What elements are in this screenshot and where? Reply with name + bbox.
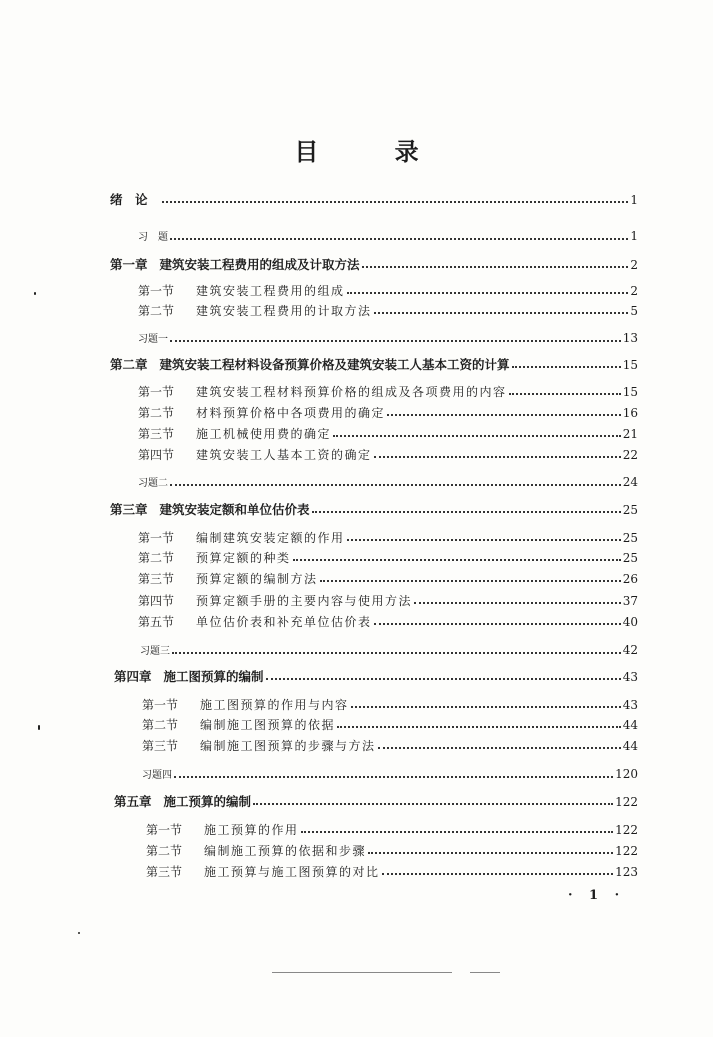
entry-page: 42 [622,643,638,657]
entry-number: 第二节 [138,406,175,420]
entry-page: 1 [630,229,638,243]
leader-dots [320,580,621,582]
toc-entry-section[interactable] [142,717,638,733]
entry-number: 第四章 [114,669,152,684]
entry-number: 第三章 [110,502,148,517]
scan-speck [38,725,40,730]
toc-entry-chapter-4[interactable] [114,669,638,685]
entry-number: 习题四 [142,770,172,781]
toc-entry-chapter-3[interactable] [110,502,638,518]
scan-speck [34,292,36,295]
leader-dots [387,414,621,416]
entry-number: 第一节 [138,385,175,399]
entry-page: 37 [622,594,638,608]
toc-entry-section[interactable] [138,530,638,546]
toc-entry-chapter-5[interactable] [114,794,638,810]
scan-line [272,972,452,973]
leader-dots [414,602,621,604]
entry-number: 习 题 [138,232,168,243]
entry-title: 建筑安装工程费用的组成 [196,284,345,298]
leader-dots [170,238,628,240]
entry-page: 5 [630,304,638,318]
leader-dots [266,678,621,680]
leader-dots [351,706,621,708]
toc-entry-section[interactable] [142,738,638,754]
entry-title: 施工机械使用费的确定 [196,427,332,441]
toc-entry-section[interactable] [138,550,638,566]
entry-number: 绪 论 [110,192,148,207]
leader-dots [362,266,629,268]
toc-entry-section[interactable] [142,697,638,713]
leader-dots [174,776,613,778]
entry-number: 第一节 [146,823,183,837]
leader-dots [509,393,621,395]
entry-page: 15 [622,358,638,372]
toc-entry-introduction[interactable] [110,192,638,208]
leader-dots [170,484,621,486]
entry-page: 120 [615,767,638,781]
entry-title: 编制施工图预算的依据 [200,718,336,732]
entry-title: 编制建筑安装定额的作用 [196,531,345,545]
toc-entry-section[interactable] [146,822,638,838]
entry-page: 25 [622,503,638,517]
entry-page: 24 [622,475,638,489]
entry-title: 施工图预算的作用与内容 [200,698,349,712]
toc-entry-section[interactable] [138,384,638,400]
entry-title: 编制施工预算的依据和步骤 [204,844,367,858]
toc-entry-section[interactable] [146,843,638,859]
entry-number: 第三节 [138,572,175,586]
leader-dots [382,873,614,875]
entry-title: 建筑安装定额和单位估价表 [159,502,310,517]
entry-number: 习题三 [140,646,170,657]
scan-line [470,972,500,973]
entry-page: 2 [630,284,638,298]
leader-dots [312,511,621,513]
leader-dots [162,201,629,203]
leader-dots [374,456,621,458]
entry-number: 第二章 [110,357,148,372]
entry-title: 建筑安装工人基本工资的确定 [196,448,372,462]
entry-page: 13 [622,331,638,345]
entry-page: 122 [615,823,638,837]
entry-title: 建筑安装工程费用的计取方法 [196,304,372,318]
entry-number: 第三节 [146,865,183,879]
toc-entry-chapter-2[interactable] [110,357,638,373]
entry-number: 第一节 [138,531,175,545]
toc-entry-section[interactable] [138,283,638,299]
leader-dots [347,539,621,541]
leader-dots [253,803,613,805]
toc-entry-exercise[interactable] [140,642,638,660]
toc-entry-exercise[interactable] [138,330,638,348]
entry-page: 40 [622,615,638,629]
toc-entry-chapter-1[interactable] [110,257,638,273]
entry-page: 43 [622,670,638,684]
entry-page: 16 [622,406,638,420]
toc-entry-exercise[interactable] [138,474,638,492]
entry-title: 施工预算与施工图预算的对比 [204,865,380,879]
toc-entry-section[interactable] [146,864,638,880]
entry-title: 预算定额的编制方法 [196,572,318,586]
leader-dots [378,747,621,749]
toc-entry-section[interactable] [138,303,638,319]
entry-number: 第一节 [138,284,175,298]
entry-page: 22 [622,448,638,462]
entry-page: 122 [615,795,638,809]
leader-dots [333,435,621,437]
entry-title: 施工预算的作用 [204,823,299,837]
leader-dots [347,292,629,294]
leader-dots [293,559,621,561]
leader-dots [374,312,629,314]
entry-number: 第三节 [138,427,175,441]
leader-dots [172,652,621,654]
entry-title: 建筑安装工程材料设备预算价格及建筑安装工人基本工资的计算 [159,357,510,372]
leader-dots [337,726,621,728]
entry-number: 第二节 [146,844,183,858]
entry-page: 2 [630,258,638,272]
leader-dots [512,366,621,368]
entry-title: 编制施工图预算的步骤与方法 [200,739,376,753]
entry-title: 预算定额手册的主要内容与使用方法 [196,594,413,608]
scan-speck [78,932,80,934]
entry-page: 25 [622,531,638,545]
entry-page: 15 [622,385,638,399]
entry-number: 习题一 [138,334,168,345]
entry-page: 21 [622,427,638,441]
entry-number: 第二节 [138,304,175,318]
entry-page: 123 [615,865,638,879]
entry-number: 第五节 [138,615,175,629]
leader-dots [368,852,613,854]
toc-entry-exercise[interactable] [138,228,638,246]
toc-entry-section[interactable] [138,593,638,609]
page-number-footer: · 1 · [568,888,626,903]
entry-title: 建筑安装工程费用的组成及计取方法 [159,257,360,272]
entry-title: 施工预算的编制 [163,794,252,809]
entry-number: 第一节 [142,698,179,712]
entry-page: 44 [622,739,638,753]
entry-number: 第四节 [138,594,175,608]
leader-dots [301,831,614,833]
leader-dots [374,623,621,625]
entry-page: 1 [630,193,638,207]
entry-page: 26 [622,572,638,586]
entry-title: 材料预算价格中各项费用的确定 [196,406,386,420]
entry-number: 第二节 [142,718,179,732]
leader-dots [170,340,621,342]
entry-number: 第五章 [114,794,152,809]
entry-number: 第一章 [110,257,148,272]
entry-title: 施工图预算的编制 [163,669,264,684]
page-title: 目 录 [294,137,453,166]
entry-page: 44 [622,718,638,732]
toc-entry-section[interactable] [138,614,638,630]
entry-page: 43 [622,698,638,712]
entry-number: 第四节 [138,448,175,462]
entry-number: 第三节 [142,739,179,753]
entry-number: 习题二 [138,478,168,489]
entry-number: 第二节 [138,551,175,565]
entry-title: 单位估价表和补充单位估价表 [196,615,372,629]
entry-title: 建筑安装工程材料预算价格的组成及各项费用的内容 [196,385,507,399]
toc-entry-section[interactable] [138,447,638,463]
toc-entry-section[interactable] [138,405,638,421]
toc-entry-section[interactable] [138,426,638,442]
toc-entry-exercise[interactable] [142,766,638,784]
entry-page: 25 [622,551,638,565]
entry-page: 122 [615,844,638,858]
entry-title: 预算定额的种类 [196,551,291,565]
toc-entry-section[interactable] [138,571,638,587]
